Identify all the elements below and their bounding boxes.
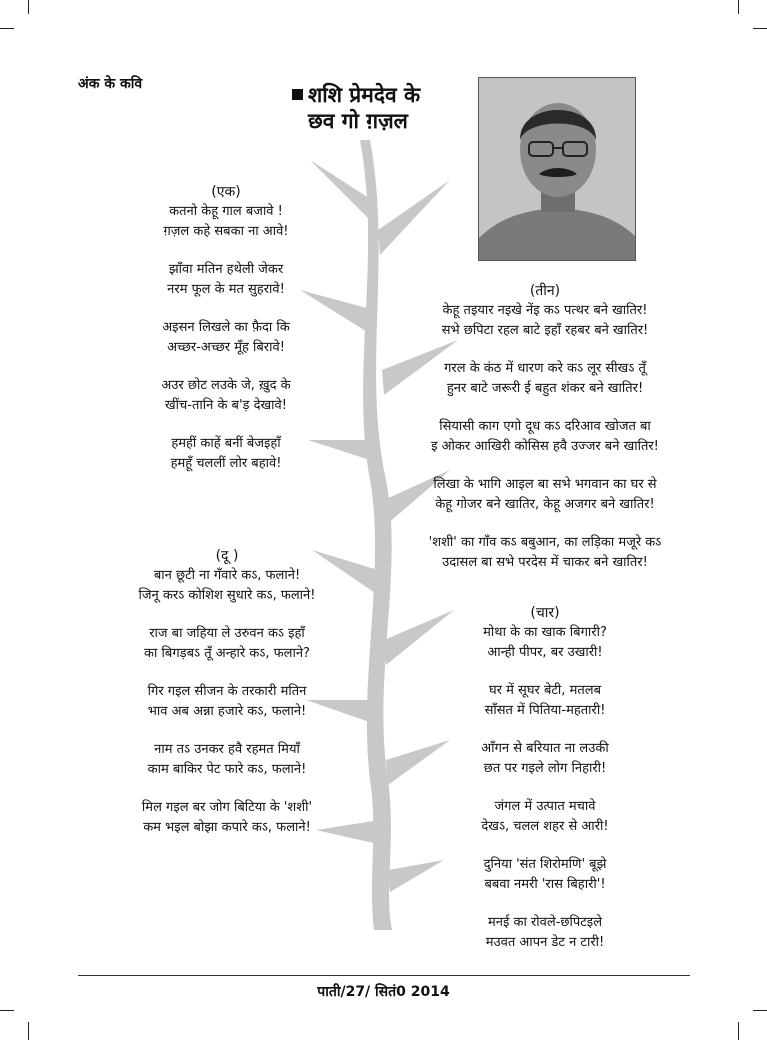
poem-title: (एक) [211, 184, 241, 200]
poem-line: छत पर गइले लोग निहारी! [483, 761, 607, 776]
poem-line: नरम फूल के मत सुहरावे! [167, 282, 285, 297]
square-bullet-icon [292, 89, 303, 100]
stanza [440, 855, 650, 895]
stanza [92, 624, 362, 664]
poem-line: खींच-तानि के ब'ड़ देखावे! [165, 398, 287, 413]
stanza [440, 739, 650, 779]
stanza [116, 318, 336, 358]
stanza [395, 301, 695, 341]
poem-line: मिल गइल बर जोग बिटिया के 'शशी' [141, 800, 313, 815]
poem-line: इ ओकर आखिरी कोसिस हवै उज्जर बने खातिर! [431, 439, 659, 454]
poem-line: अइसन लिखले का फ़ैदा कि [162, 320, 290, 335]
stanza [395, 417, 695, 457]
crop-mark [28, 0, 29, 14]
stanza [395, 475, 695, 515]
poem-line: देखऽ, चलल शहर से आरी! [481, 819, 609, 834]
page-title [292, 82, 420, 134]
poem-line: ग़ज़ल कहे सबका ना आवे! [163, 224, 289, 239]
poem-line: भाव अब अन्ना हजारे कऽ, फलाने! [147, 704, 307, 719]
poet-portrait-illustration [479, 78, 636, 261]
poem-line: अच्छर-अच्छर मूँह बिरावे! [167, 340, 285, 355]
poem-line: उदासल बा सभे परदेस में चाकर बने खातिर! [442, 555, 648, 570]
poem-line: मोथा के का खाक बिगारी? [483, 625, 607, 640]
crop-mark [753, 28, 767, 29]
stanza [116, 260, 336, 300]
poem-line: जिनू करऽ कोशिश सुधारे कऽ, फलाने! [138, 588, 316, 603]
page-footer: पाती/27/ सितं0 2014 [317, 984, 450, 1000]
poem-line: कतनो केहू गाल बजावे ! [169, 204, 283, 219]
crop-mark [28, 1022, 29, 1040]
stanza [440, 797, 650, 837]
poem-line: काम बाकिर पेट फारे कऽ, फलाने! [147, 762, 307, 777]
crop-mark [753, 1010, 767, 1011]
poem-line: राज बा जहिया ले उरुवन कऽ इहाँ [149, 626, 305, 641]
poem-title: (दू ) [215, 548, 239, 564]
stanza [116, 434, 336, 474]
poem-line: हमहूँ चललीं लोर बहावे! [170, 456, 282, 471]
stanza [395, 359, 695, 399]
footer-rule [78, 975, 690, 976]
poem-line: हुनर बाटे जरूरी ई बहुत शंकर बने खातिर! [446, 381, 644, 396]
stanza [395, 533, 695, 573]
poem-line: अउर छोट लउके जे, ख़ुद के [161, 378, 291, 393]
stanza [116, 376, 336, 416]
stanza [440, 681, 650, 721]
poem-line: मउवत आपन डेट न टारी! [485, 935, 605, 950]
title-line-1: शशि प्रेमदेव के [308, 83, 421, 107]
poem-line: बान छूटी ना गँवारे कऽ, फलाने! [153, 568, 301, 583]
crop-mark [738, 0, 739, 14]
poem-title: (तीन) [529, 283, 561, 299]
poem-ek [116, 183, 336, 492]
stanza [116, 202, 336, 242]
poem-line: आन्ही पीपर, बर उखारी! [487, 645, 603, 660]
poem-line: कम भइल बोझा कपारे कऽ, फलाने! [143, 820, 311, 835]
stanza [440, 913, 650, 953]
poet-photo [478, 77, 636, 261]
stanza [92, 740, 362, 780]
poem-line: का बिगड़बऽ तूँ अन्हारे कऽ, फलाने? [144, 646, 310, 661]
poem-line: आँगन से बरियात ना लउकी [481, 741, 609, 756]
poem-line: दुनिया 'संत शिरोमणि' बूझे [483, 857, 607, 872]
stanza [440, 623, 650, 663]
poem-chaar [440, 604, 650, 953]
poem-teen [395, 282, 695, 591]
poem-line: मनई का रोवले-छपिटइले [487, 915, 603, 930]
stanza [92, 566, 362, 606]
poem-line: जंगल में उत्पात मचावे [494, 799, 596, 814]
poem-line: गिर गइल सीजन के तरकारी मतिन [147, 684, 307, 699]
poem-line: बबवा नमरी 'रास बिहारी'! [484, 877, 606, 892]
crop-mark [0, 1010, 14, 1011]
stanza [92, 798, 362, 838]
poem-line: हमहीं काहें बनीं बेजइहाँ [171, 436, 281, 451]
poem-line: नाम तऽ उनकर हवै रहमत मियाँ [154, 742, 300, 757]
crop-mark [0, 28, 14, 29]
title-line-2: छव गो ग़ज़ल [308, 109, 408, 133]
poem-line: साँसत में पितिया-महतारी! [484, 703, 606, 718]
stanza [92, 682, 362, 722]
poem-line: केहू तइयार नइखे नेंइ कऽ पत्थर बने खातिर! [442, 303, 648, 318]
poem-line: झाँवा मतिन हथेली जेकर [168, 262, 284, 277]
crop-mark [738, 1022, 739, 1040]
section-label: अंक के कवि [78, 76, 143, 92]
poem-title: (चार) [530, 605, 560, 621]
poem-line: घर में सूघर बेटी, मतलब [489, 683, 601, 698]
poem-line: केहू गोजर बने खातिर, केहू अजगर बने खातिर! [435, 497, 655, 512]
poem-line: सियासी काग एगो दूध कऽ दरिआव खोजत बा [439, 419, 651, 434]
poem-line: लिखा के भागि आइल बा सभे भगवान का घर से [433, 477, 657, 492]
poem-line: सभे छपिटा रहल बाटे इहाँ रहबर बने खातिर! [441, 323, 649, 338]
poem-line: गरल के कंठ में धारण करे कऽ लूर सीखऽ तूँ [444, 361, 646, 376]
poem-line: 'शशी' का गाँव कऽ बबुआन, का लड़िका मजूरे कऽ [428, 535, 662, 550]
poem-du [92, 547, 362, 856]
